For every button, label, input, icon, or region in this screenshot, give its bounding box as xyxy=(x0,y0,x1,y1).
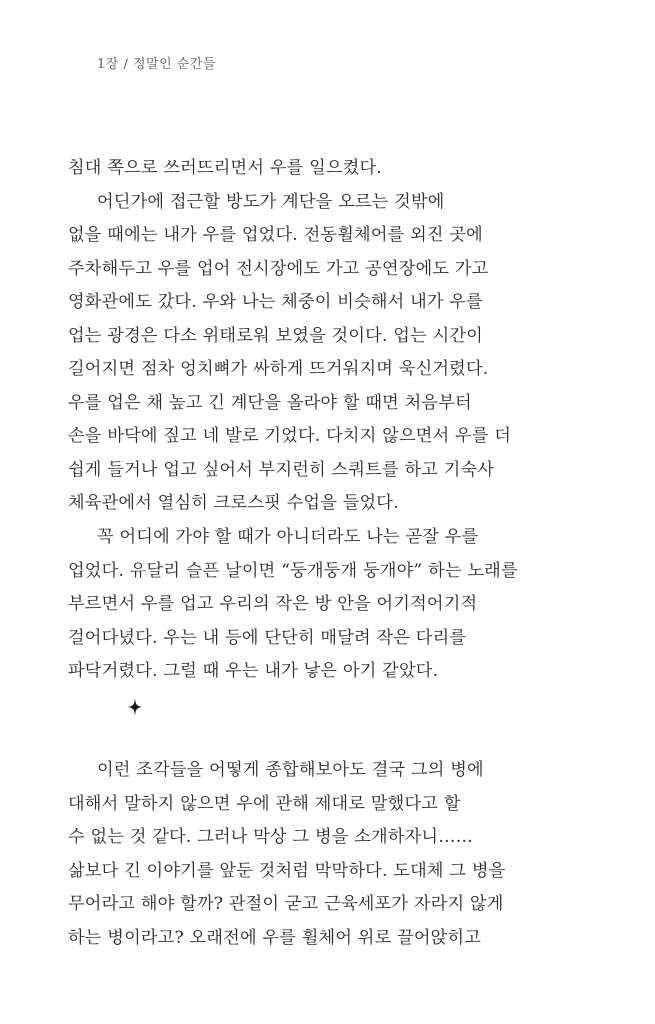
text-line: 하는 병이라고? 오래전에 우를 휠체어 위로 끌어앉히고 xyxy=(68,927,482,948)
text-line: 손을 바닥에 짚고 네 발로 기었다. 다치지 않으면서 우를 더 xyxy=(68,426,512,447)
text-line: 체육관에서 열심히 크로스핏 수업을 들었다. xyxy=(68,493,399,514)
section-divider xyxy=(68,689,538,755)
text-line: 업었다. 유달리 슬픈 날이면 “둥개둥개 둥개야” 하는 노래를 xyxy=(68,560,518,581)
paragraph-start-line: 꼭 어디에 가야 할 때가 아니더라도 나는 곧잘 우를 xyxy=(97,527,479,548)
text-line: 쉽게 들거나 업고 싶어서 부지런히 스쿼트를 하고 기숙사 xyxy=(68,459,495,480)
text-line: 걸어다녔다. 우는 내 등에 단단히 매달려 작은 다리를 xyxy=(68,627,467,648)
section-2-body xyxy=(68,754,538,955)
text-line: 무어라고 해야 할까? 관절이 굳고 근육세포가 자라지 않게 xyxy=(68,894,504,915)
running-head: 1장 / 정말인 순간들 xyxy=(97,57,216,72)
text-line: 삶보다 긴 이야기를 앞둔 것처럼 막막하다. 도대체 그 병을 xyxy=(68,860,506,881)
text-line: 주차해두고 우를 업어 전시장에도 가고 공연장에도 가고 xyxy=(68,258,489,279)
text-line: 부르면서 우를 업고 우리의 작은 방 안을 어기적어기적 xyxy=(68,594,478,615)
text-line: 길어지면 점차 엉치뼈가 싸하게 뜨거워지며 욱신거렸다. xyxy=(68,359,489,380)
four-point-star-icon xyxy=(128,698,142,716)
text-line: 침대 쪽으로 쓰러뜨리면서 우를 일으켰다. xyxy=(68,158,382,178)
text-line: 영화관에도 갔다. 우와 나는 체중이 비슷해서 내가 우를 xyxy=(68,292,483,313)
text-line: 대해서 말하지 않으면 우에 관해 제대로 말했다고 할 xyxy=(68,793,461,814)
paragraph-start-line: 어딘가에 접근할 방도가 계단을 오르는 것밖에 xyxy=(97,191,445,212)
text-line: 파닥거렸다. 그럴 때 우는 내가 낳은 아기 같았다. xyxy=(68,661,439,682)
text-line: 수 없는 것 같다. 그러나 막상 그 병을 소개하자니…… xyxy=(68,827,474,848)
section-1-body xyxy=(68,152,538,755)
text-line: 우를 업은 채 높고 긴 계단을 올라야 할 때면 처음부터 xyxy=(68,392,472,413)
text-line: 없을 때에는 내가 우를 업었다. 전동휠체어를 외진 곳에 xyxy=(68,225,483,246)
paragraph-start-line: 이런 조각들을 어떻게 종합해보아도 결국 그의 병에 xyxy=(97,760,484,780)
text-line: 업는 광경은 다소 위태로워 보였을 것이다. 업는 시간이 xyxy=(68,325,483,346)
